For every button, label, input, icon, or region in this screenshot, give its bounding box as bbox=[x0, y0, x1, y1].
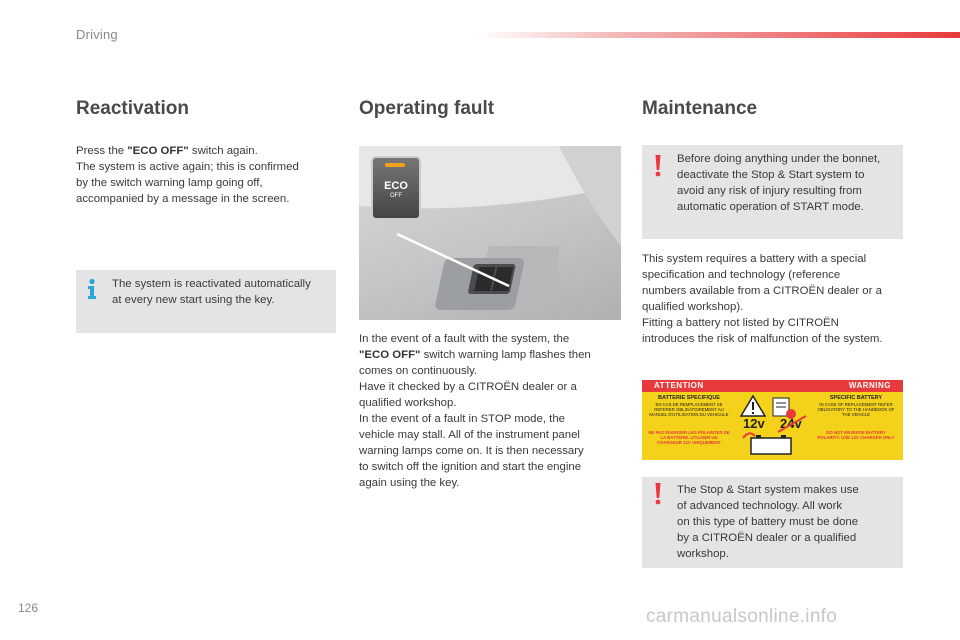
warning1-line-1: Before doing anything under the bonnet, bbox=[677, 153, 881, 165]
maint-line-2: specification and technology (reference bbox=[642, 269, 841, 281]
eco-button-sublabel: OFF bbox=[390, 193, 402, 199]
watermark: carmanualsonline.info bbox=[646, 606, 838, 627]
reactivation-text bbox=[76, 143, 336, 207]
info-icon bbox=[82, 278, 102, 300]
maint-line-1: This system requires a battery with a special bbox=[642, 253, 867, 265]
warning1-line-4: automatic operation of START mode. bbox=[677, 201, 864, 213]
reactivation-line-2: The system is active again; this is confirmed bbox=[76, 161, 299, 173]
label-fr-text: EN CAS DE REMPLACEMENT SE REFERER OBLIGATOIREMENT AU MANUEL D'UTILISATION DU VEHICULE bbox=[649, 402, 729, 417]
label-24v: 24v bbox=[780, 416, 802, 431]
prohibited-24v-icon bbox=[776, 414, 808, 434]
fault-line-4: Have it checked by a CITROËN dealer or a bbox=[359, 381, 577, 393]
label-en-title: SPECIFIC BATTERY bbox=[829, 395, 883, 401]
label-warning: WARNING bbox=[848, 381, 891, 390]
fault-line-8: warning lamps come on. It is then necessary bbox=[359, 445, 584, 457]
operating-fault-text bbox=[359, 331, 621, 491]
header-accent-bar bbox=[478, 32, 960, 38]
battery-warning-label bbox=[642, 380, 903, 460]
fault-line-6: In the event of a fault in STOP mode, the bbox=[359, 413, 566, 425]
exclamation-icon bbox=[653, 483, 663, 505]
reactivation-line-4: accompanied by a message in the screen. bbox=[76, 193, 290, 205]
chapter-title: Driving bbox=[76, 27, 118, 42]
page-number: 126 bbox=[18, 601, 39, 615]
label-en-text: IN CASE OF REPLACEMENT REFER OBLIGATORY TO THE HANDBOOK OF THE VEHICLE bbox=[817, 402, 895, 417]
reactivation-heading: Reactivation bbox=[76, 98, 189, 119]
info-line-2: at every new start using the key. bbox=[112, 294, 275, 306]
fault-line-2: "ECO OFF" switch warning lamp flashes then bbox=[359, 349, 591, 361]
maint-line-6: introduces the risk of malfunction of the system. bbox=[642, 333, 883, 345]
fault-line-9: to switch off the ignition and start the engine bbox=[359, 461, 582, 473]
info-box bbox=[76, 270, 336, 333]
label-fr-title: BATTERIE SPECIFIQUE bbox=[658, 395, 720, 401]
maint-line-4: qualified workshop). bbox=[642, 301, 744, 313]
warning2-line-2: of advanced technology. All work bbox=[677, 500, 843, 512]
maintenance-text bbox=[642, 251, 904, 347]
warning1-line-2: deactivate the Stop & Start system to bbox=[677, 169, 865, 181]
warning1-line-3: avoid any risk of injury resulting from bbox=[677, 185, 862, 197]
info-line-1: The system is reactivated automatically bbox=[112, 278, 311, 290]
warning-box-1 bbox=[642, 145, 903, 239]
label-attention: ATTENTION bbox=[654, 381, 704, 390]
fault-line-5: qualified workshop. bbox=[359, 397, 457, 409]
maintenance-heading: Maintenance bbox=[642, 98, 758, 119]
warning2-line-3: on this type of battery must be done bbox=[677, 516, 859, 528]
fault-line-1: In the event of a fault with the system, the bbox=[359, 333, 570, 345]
eco-off-button-closeup bbox=[371, 156, 421, 220]
label-en-red: DO NOT REVERSE BATTERY POLARITY. USE 12V CHARGER ONLY bbox=[817, 430, 895, 440]
warning2-line-5: workshop. bbox=[677, 548, 729, 560]
eco-button-label: ECO bbox=[384, 180, 408, 192]
label-fr-red: NE PAS INVERSER LES POLARITES DE LA BATTERIE. UTILISER UN CHARGEUR 12V UNIQUEMENT bbox=[648, 430, 730, 445]
reactivation-line-1: Press the "ECO OFF" switch again. bbox=[76, 145, 258, 157]
reactivation-line-3: by the switch warning lamp going off, bbox=[76, 177, 263, 189]
operating-fault-heading: Operating fault bbox=[359, 98, 495, 119]
fault-line-3: comes on continuously. bbox=[359, 365, 478, 377]
eco-off-switch-illustration bbox=[359, 146, 621, 320]
eco-warning-lamp bbox=[385, 163, 405, 167]
exclamation-icon bbox=[653, 155, 663, 177]
warning2-line-4: by a CITROËN dealer or a qualified bbox=[677, 532, 857, 544]
maint-line-5: Fitting a battery not listed by CITROËN bbox=[642, 317, 839, 329]
warning2-line-1: The Stop & Start system makes use bbox=[677, 484, 859, 496]
warning-box-2 bbox=[642, 477, 903, 568]
label-12v: 12v bbox=[743, 416, 765, 431]
maint-line-3: numbers available from a CITROËN dealer or a bbox=[642, 285, 882, 297]
fault-line-7: vehicle may stall. All of the instrument panel bbox=[359, 429, 580, 441]
fault-line-10: again using the key. bbox=[359, 477, 460, 489]
